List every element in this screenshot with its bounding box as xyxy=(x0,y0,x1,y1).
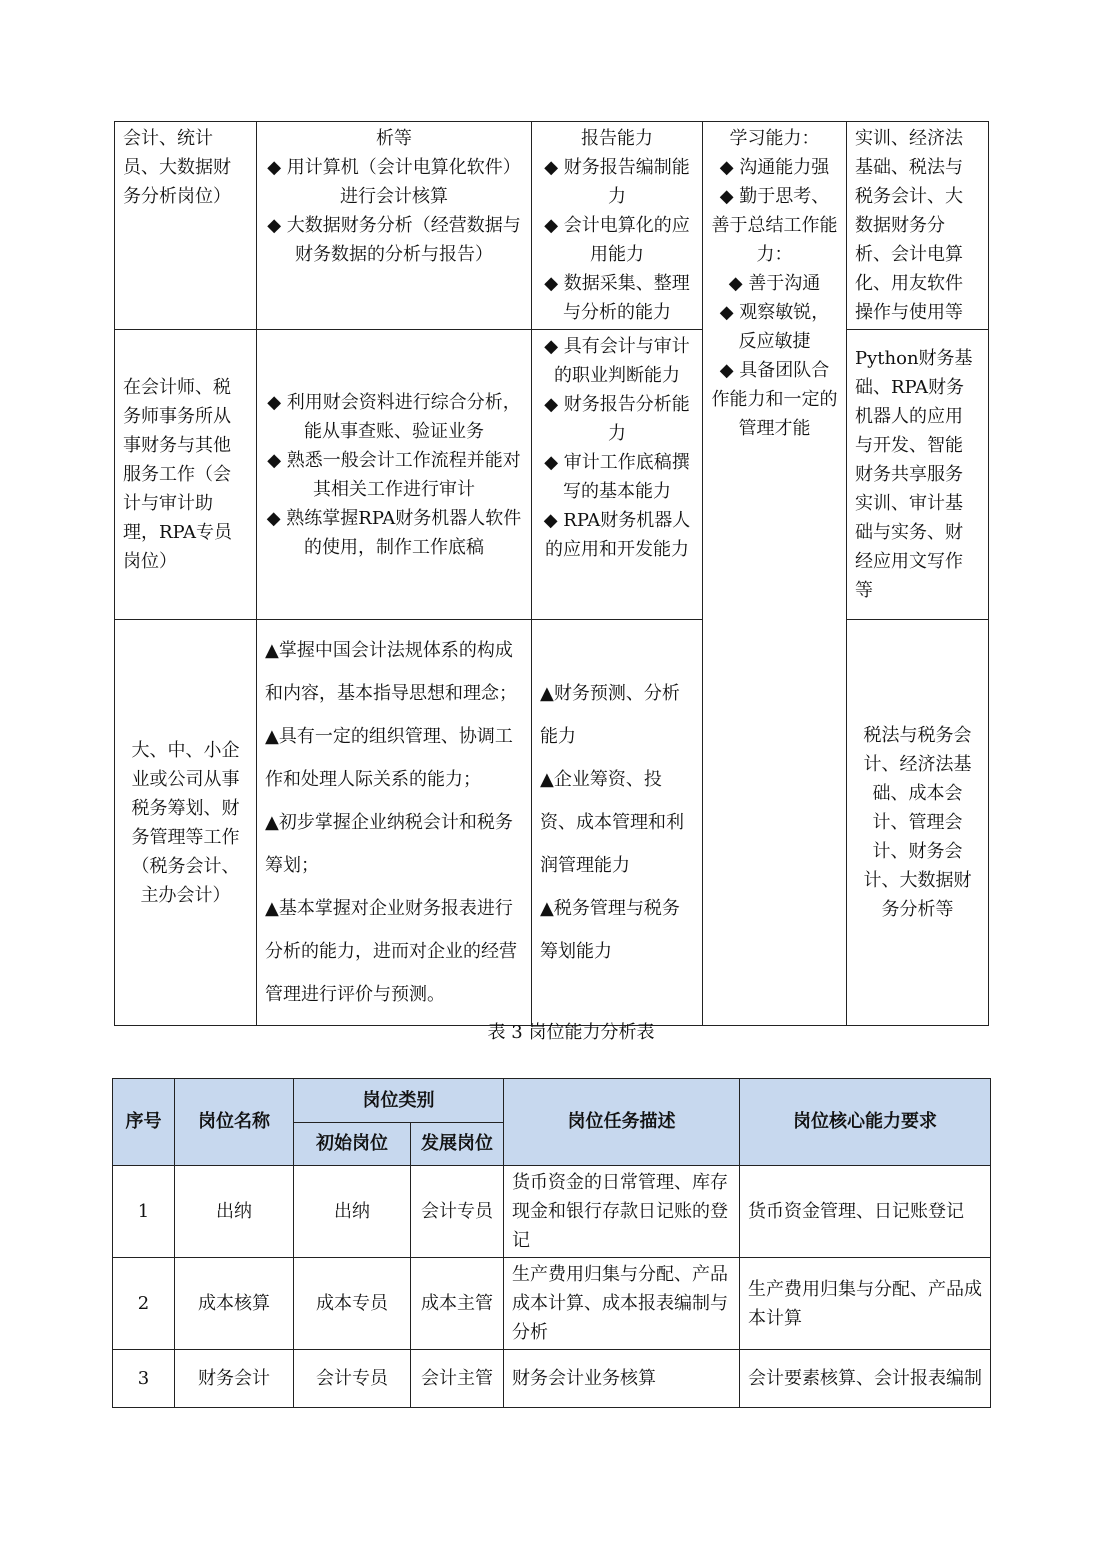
job-ability-table xyxy=(112,1078,991,1408)
header-initial: 初始岗位 xyxy=(294,1123,411,1166)
header-ability: 岗位核心能力要求 xyxy=(740,1079,991,1166)
ability-line: ◆ 数据采集、整理与分析的能力 xyxy=(544,273,690,323)
row-develop: 会计专员 xyxy=(411,1166,504,1258)
row-initial: 成本专员 xyxy=(294,1258,411,1350)
ability-cell xyxy=(532,122,703,330)
job-analysis-table-continued xyxy=(114,121,989,1026)
course-cell: Python财务基础、RPA财务机器人的应用与开发、智能财务共享服务实训、审计基础与实务、财经应用文写作等 xyxy=(847,330,989,620)
ability-cell xyxy=(532,330,703,620)
row-name: 出纳 xyxy=(175,1166,294,1258)
task-line: ◆ 大数据财务分析（经营数据与财务数据的分析与报告） xyxy=(267,215,521,265)
row-develop: 成本主管 xyxy=(411,1258,504,1350)
row-initial: 出纳 xyxy=(294,1166,411,1258)
position-cell: 会计、统计员、大数据财务分析岗位） xyxy=(115,122,257,330)
course-cell: 实训、经济法基础、税法与税务会计、大数据财务分析、会计电算化、用友软件操作与使用等 xyxy=(847,122,989,330)
task-line: ◆ 利用财会资料进行综合分析，能从事查账、验证业务 xyxy=(267,391,521,442)
quality-cell xyxy=(703,122,847,1026)
table1-row-2 xyxy=(115,330,989,620)
table2-header-row xyxy=(113,1079,991,1123)
position-cell: 在会计师、税务师事务所从事财务与其他服务工作（会计与审计助理，RPA专员岗位） xyxy=(115,330,257,620)
task-line: ▲基本掌握对企业财务报表进行分析的能力，进而对企业的经营管理进行评价与预测。 xyxy=(265,898,517,1005)
ability-line: ◆ 财务报告编制能力 xyxy=(544,157,690,207)
task-line: ▲掌握中国会计法规体系的构成和内容，基本指导思想和理念； xyxy=(265,640,517,704)
header-no: 序号 xyxy=(113,1079,175,1166)
quality-line: 学习能力： xyxy=(729,128,820,149)
table-row xyxy=(113,1258,991,1350)
ability-line: ▲企业筹资、投资、成本管理和利润管理能力 xyxy=(540,769,684,876)
header-develop: 发展岗位 xyxy=(411,1123,504,1166)
row-ability: 会计要素核算、会计报表编制 xyxy=(740,1350,991,1408)
quality-line: ◆ 观察敏锐，反应敏捷 xyxy=(719,302,830,352)
task-line: ◆ 熟悉一般会计工作流程并能对其相关工作进行审计 xyxy=(267,449,521,500)
row-no: 3 xyxy=(113,1350,175,1408)
row-develop: 会计主管 xyxy=(411,1350,504,1408)
ability-line: ◆ RPA财务机器人的应用和开发能力 xyxy=(543,510,691,560)
task-line: ▲具有一定的组织管理、协调工作和处理人际关系的能力； xyxy=(265,726,513,790)
table1-row-1 xyxy=(115,122,989,330)
ability-line: ◆ 具有会计与审计的职业判断能力 xyxy=(544,336,690,386)
ability-line: ◆ 会计电算化的应用能力 xyxy=(544,215,690,265)
row-name: 财务会计 xyxy=(175,1350,294,1408)
row-task: 财务会计业务核算 xyxy=(504,1350,740,1408)
row-name: 成本核算 xyxy=(175,1258,294,1350)
ability-line: ◆ 审计工作底稿撰写的基本能力 xyxy=(544,452,690,502)
ability-line: 报告能力 xyxy=(581,128,653,149)
header-task: 岗位任务描述 xyxy=(504,1079,740,1166)
table-row xyxy=(113,1350,991,1408)
table-caption: 表 3 岗位能力分析表 xyxy=(487,1022,655,1043)
tasks-cell xyxy=(257,620,532,1026)
table1-row-3 xyxy=(115,620,989,1026)
row-task: 货币资金的日常管理、库存现金和银行存款日记账的登记 xyxy=(504,1166,740,1258)
quality-line: ◆ 沟通能力强 xyxy=(719,157,830,178)
row-ability: 生产费用归集与分配、产品成本计算 xyxy=(740,1258,991,1350)
task-line: 析等 xyxy=(376,128,412,149)
quality-line: ◆ 勤于思考、善于总结工作能力： xyxy=(711,186,838,265)
row-task: 生产费用归集与分配、产品成本计算、成本报表编制与分析 xyxy=(504,1258,740,1350)
task-line: ▲初步掌握企业纳税会计和税务筹划； xyxy=(265,812,513,876)
quality-line: ◆ 善于沟通 xyxy=(728,273,821,294)
position-cell: 大、中、小企业或公司从事税务筹划、财务管理等工作（税务会计、主办会计） xyxy=(115,620,257,1026)
task-line: ◆ 熟练掌握RPA财务机器人软件的使用，制作工作底稿 xyxy=(266,507,522,558)
row-no: 1 xyxy=(113,1166,175,1258)
ability-line: ▲财务预测、分析能力 xyxy=(540,683,680,747)
ability-line: ◆ 财务报告分析能力 xyxy=(544,394,690,444)
row-no: 2 xyxy=(113,1258,175,1350)
quality-line: ◆ 具备团队合作能力和一定的管理才能 xyxy=(711,360,838,439)
tasks-cell xyxy=(257,122,532,330)
row-initial: 会计专员 xyxy=(294,1350,411,1408)
row-ability: 货币资金管理、日记账登记 xyxy=(740,1166,991,1258)
course-cell: 税法与税务会计、经济法基础、成本会计、管理会计、财务会计、大数据财务分析等 xyxy=(847,620,989,1026)
header-name: 岗位名称 xyxy=(175,1079,294,1166)
ability-cell xyxy=(532,620,703,1026)
table-row xyxy=(113,1166,991,1258)
header-category: 岗位类别 xyxy=(294,1079,504,1123)
task-line: ◆ 用计算机（会计电算化软件）进行会计核算 xyxy=(267,157,521,207)
ability-line: ▲税务管理与税务筹划能力 xyxy=(540,898,680,962)
tasks-cell xyxy=(257,330,532,620)
